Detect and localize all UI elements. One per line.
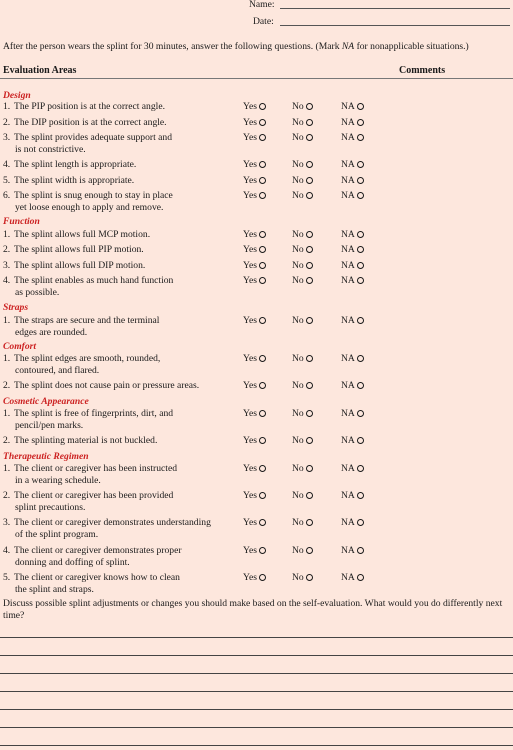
no-option[interactable] <box>292 101 313 112</box>
yes-option[interactable] <box>243 353 266 364</box>
no-option[interactable] <box>292 260 313 271</box>
na-option[interactable] <box>341 463 364 474</box>
yes-label: Yes <box>243 260 257 271</box>
radio-circle-icon[interactable] <box>259 262 266 269</box>
radio-circle-icon[interactable] <box>357 519 364 526</box>
na-option[interactable] <box>341 545 364 556</box>
yes-label: Yes <box>243 275 257 286</box>
na-option[interactable] <box>341 244 364 255</box>
instructions: After the person wears the splint for 30 minutes, answer the following questions. (Mark NA for nonapplicable situations.) <box>3 41 469 52</box>
radio-circle-icon[interactable] <box>357 547 364 554</box>
item-text: The straps are secure and the terminal <box>14 315 160 326</box>
na-option[interactable] <box>341 175 364 186</box>
item-number: 1. <box>3 229 11 240</box>
na-label: NA <box>341 132 355 143</box>
na-label: NA <box>341 572 355 583</box>
no-label: No <box>292 353 304 364</box>
yes-label: Yes <box>243 159 257 170</box>
yes-option[interactable] <box>243 101 266 112</box>
evaluation-item <box>3 260 239 272</box>
no-option[interactable] <box>292 175 313 186</box>
item-text: The splint allows full PIP motion. <box>14 244 144 255</box>
yes-label: Yes <box>243 380 257 391</box>
yes-label: Yes <box>243 315 257 326</box>
item-text: yet loose enough to apply and remove. <box>15 201 164 213</box>
section-title: Straps <box>3 302 29 313</box>
no-option[interactable] <box>292 229 313 240</box>
evaluation-item <box>3 315 239 338</box>
radio-circle-icon[interactable] <box>259 437 266 444</box>
no-label: No <box>292 463 304 474</box>
name-label: Name: <box>249 0 275 10</box>
evaluation-item <box>3 101 239 113</box>
item-text: The client or caregiver knows how to clean <box>14 572 180 583</box>
na-option[interactable] <box>341 159 364 170</box>
yes-label: Yes <box>243 101 257 112</box>
radio-circle-icon[interactable] <box>306 277 313 284</box>
no-option[interactable] <box>292 408 313 419</box>
na-label: NA <box>341 260 355 271</box>
yes-label: Yes <box>243 190 257 201</box>
section-title: Cosmetic Appearance <box>3 396 89 407</box>
na-option[interactable] <box>341 117 364 128</box>
evaluation-item <box>3 229 239 241</box>
item-text: The splinting material is not buckled. <box>14 435 158 446</box>
name-row <box>0 0 513 12</box>
na-option[interactable] <box>341 190 364 201</box>
no-option[interactable] <box>292 517 313 528</box>
no-option[interactable] <box>292 463 313 474</box>
item-text: The splint edges are smooth, rounded, <box>14 353 161 364</box>
radio-circle-icon[interactable] <box>259 519 266 526</box>
evaluation-item <box>3 175 239 187</box>
item-text: The splint allows full MCP motion. <box>14 229 151 240</box>
writing-line[interactable] <box>0 691 513 692</box>
yes-option[interactable] <box>243 229 266 240</box>
radio-circle-icon[interactable] <box>259 574 266 581</box>
radio-circle-icon[interactable] <box>306 574 313 581</box>
na-label: NA <box>341 190 355 201</box>
na-option[interactable] <box>341 490 364 501</box>
section-title: Function <box>3 216 40 227</box>
no-label: No <box>292 517 304 528</box>
evaluation-areas-heading: Evaluation Areas <box>3 65 77 76</box>
radio-circle-icon[interactable] <box>306 410 313 417</box>
item-text: The PIP position is at the correct angle. <box>14 101 165 112</box>
writing-line[interactable] <box>0 655 513 656</box>
section-title: Design <box>3 90 31 101</box>
item-number: 2. <box>3 380 11 391</box>
radio-circle-icon[interactable] <box>306 231 313 238</box>
radio-circle-icon[interactable] <box>306 382 313 389</box>
yes-option[interactable] <box>243 244 266 255</box>
na-option[interactable] <box>341 315 364 326</box>
item-text: pencil/pen marks. <box>15 419 84 431</box>
radio-circle-icon[interactable] <box>259 177 266 184</box>
radio-circle-icon[interactable] <box>259 246 266 253</box>
item-text: The splint length is appropriate. <box>14 159 137 170</box>
no-label: No <box>292 159 304 170</box>
na-label: NA <box>341 380 355 391</box>
no-label: No <box>292 190 304 201</box>
writing-line[interactable] <box>0 709 513 710</box>
radio-circle-icon[interactable] <box>259 317 266 324</box>
radio-circle-icon[interactable] <box>259 161 266 168</box>
item-number: 4. <box>3 545 11 556</box>
yes-option[interactable] <box>243 132 266 143</box>
no-label: No <box>292 101 304 112</box>
evaluation-item <box>3 132 239 155</box>
radio-circle-icon[interactable] <box>306 355 313 362</box>
item-text: in a wearing schedule. <box>15 474 101 486</box>
date-row <box>0 15 513 27</box>
radio-circle-icon[interactable] <box>259 192 266 199</box>
radio-circle-icon[interactable] <box>357 192 364 199</box>
yes-option[interactable] <box>243 517 266 528</box>
radio-circle-icon[interactable] <box>357 134 364 141</box>
radio-circle-icon[interactable] <box>357 177 364 184</box>
item-text: donning and doffing of splint. <box>15 556 130 568</box>
item-number: 5. <box>3 572 11 583</box>
na-label: NA <box>341 435 355 446</box>
no-label: No <box>292 244 304 255</box>
na-option[interactable] <box>341 408 364 419</box>
section-title: Comfort <box>3 341 37 352</box>
item-text: The splint is free of fingerprints, dirt, and <box>14 408 174 419</box>
radio-circle-icon[interactable] <box>357 317 364 324</box>
na-label: NA <box>341 353 355 364</box>
item-text: is not constrictive. <box>15 143 86 155</box>
yes-label: Yes <box>243 353 257 364</box>
radio-circle-icon[interactable] <box>259 382 266 389</box>
yes-option[interactable] <box>243 315 266 326</box>
evaluation-item <box>3 490 239 513</box>
radio-circle-icon[interactable] <box>306 492 313 499</box>
no-label: No <box>292 275 304 286</box>
radio-circle-icon[interactable] <box>306 119 313 126</box>
na-option[interactable] <box>341 517 364 528</box>
no-option[interactable] <box>292 132 313 143</box>
item-number: 1. <box>3 408 11 419</box>
radio-circle-icon[interactable] <box>259 134 266 141</box>
no-label: No <box>292 408 304 419</box>
heading-rule <box>0 78 513 79</box>
item-text: The splint allows full DIP motion. <box>14 260 146 271</box>
evaluation-item <box>3 244 239 256</box>
no-label: No <box>292 117 304 128</box>
radio-circle-icon[interactable] <box>259 119 266 126</box>
radio-circle-icon[interactable] <box>259 231 266 238</box>
no-label: No <box>292 435 304 446</box>
yes-label: Yes <box>243 244 257 255</box>
radio-circle-icon[interactable] <box>357 161 364 168</box>
na-option[interactable] <box>341 380 364 391</box>
item-text: The splint provides adequate support and <box>14 132 172 143</box>
na-option[interactable] <box>341 132 364 143</box>
yes-option[interactable] <box>243 463 266 474</box>
radio-circle-icon[interactable] <box>259 465 266 472</box>
no-option[interactable] <box>292 315 313 326</box>
yes-label: Yes <box>243 490 257 501</box>
yes-label: Yes <box>243 572 257 583</box>
na-label: NA <box>341 545 355 556</box>
no-option[interactable] <box>292 353 313 364</box>
radio-circle-icon[interactable] <box>357 103 364 110</box>
na-label: NA <box>341 408 355 419</box>
no-option[interactable] <box>292 190 313 201</box>
no-label: No <box>292 260 304 271</box>
yes-label: Yes <box>243 545 257 556</box>
item-text: The splint does not cause pain or pressure areas. <box>14 380 200 391</box>
radio-circle-icon[interactable] <box>306 262 313 269</box>
na-option[interactable] <box>341 275 364 286</box>
no-option[interactable] <box>292 572 313 583</box>
na-label: NA <box>341 244 355 255</box>
yes-option[interactable] <box>243 260 266 271</box>
item-number: 2. <box>3 435 11 446</box>
item-text: The client or caregiver demonstrates proper <box>14 545 182 556</box>
radio-circle-icon[interactable] <box>306 246 313 253</box>
name-field[interactable] <box>280 8 510 9</box>
yes-label: Yes <box>243 517 257 528</box>
item-text: contoured, and flared. <box>15 364 100 376</box>
radio-circle-icon[interactable] <box>306 177 313 184</box>
item-text: the splint and straps. <box>15 583 94 595</box>
yes-label: Yes <box>243 132 257 143</box>
no-label: No <box>292 572 304 583</box>
no-label: No <box>292 545 304 556</box>
na-label: NA <box>341 159 355 170</box>
na-label: NA <box>341 229 355 240</box>
radio-circle-icon[interactable] <box>357 410 364 417</box>
na-option[interactable] <box>341 572 364 583</box>
discussion-prompt: Discuss possible splint adjustments or changes you should make based on the self-evaluation. What would you do differently next time? <box>3 598 503 621</box>
radio-circle-icon[interactable] <box>259 410 266 417</box>
item-number: 3. <box>3 132 11 143</box>
writing-line[interactable] <box>0 727 513 728</box>
evaluation-item <box>3 463 239 486</box>
writing-line[interactable] <box>0 673 513 674</box>
na-option[interactable] <box>341 229 364 240</box>
no-option[interactable] <box>292 380 313 391</box>
item-number: 2. <box>3 117 11 128</box>
radio-circle-icon[interactable] <box>357 465 364 472</box>
item-number: 3. <box>3 517 11 528</box>
evaluation-item <box>3 545 239 568</box>
item-number: 5. <box>3 175 11 186</box>
item-number: 1. <box>3 101 11 112</box>
no-label: No <box>292 132 304 143</box>
item-number: 4. <box>3 275 11 286</box>
no-label: No <box>292 315 304 326</box>
radio-circle-icon[interactable] <box>357 262 364 269</box>
no-option[interactable] <box>292 435 313 446</box>
na-option[interactable] <box>341 353 364 364</box>
yes-label: Yes <box>243 435 257 446</box>
radio-circle-icon[interactable] <box>306 465 313 472</box>
evaluation-item <box>3 435 239 447</box>
radio-circle-icon[interactable] <box>306 192 313 199</box>
yes-option[interactable] <box>243 117 266 128</box>
na-label: NA <box>341 117 355 128</box>
date-field[interactable] <box>280 25 510 26</box>
evaluation-item <box>3 517 239 540</box>
na-label: NA <box>341 517 355 528</box>
radio-circle-icon[interactable] <box>357 574 364 581</box>
item-text: of the splint program. <box>15 528 99 540</box>
no-option[interactable] <box>292 275 313 286</box>
radio-circle-icon[interactable] <box>306 103 313 110</box>
no-label: No <box>292 229 304 240</box>
no-option[interactable] <box>292 117 313 128</box>
na-label: NA <box>341 275 355 286</box>
section-title: Therapeutic Regimen <box>3 451 89 462</box>
no-label: No <box>292 175 304 186</box>
item-number: 2. <box>3 490 11 501</box>
item-text: The client or caregiver has been provided <box>14 490 174 501</box>
radio-circle-icon[interactable] <box>259 277 266 284</box>
item-text: The client or caregiver has been instructed <box>14 463 178 474</box>
yes-label: Yes <box>243 408 257 419</box>
radio-circle-icon[interactable] <box>259 103 266 110</box>
na-option[interactable] <box>341 260 364 271</box>
item-number: 2. <box>3 244 11 255</box>
radio-circle-icon[interactable] <box>259 547 266 554</box>
radio-circle-icon[interactable] <box>306 437 313 444</box>
radio-circle-icon[interactable] <box>357 277 364 284</box>
yes-option[interactable] <box>243 545 266 556</box>
yes-option[interactable] <box>243 175 266 186</box>
yes-option[interactable] <box>243 159 266 170</box>
yes-label: Yes <box>243 117 257 128</box>
na-label: NA <box>341 490 355 501</box>
evaluation-item <box>3 380 239 392</box>
item-number: 1. <box>3 315 11 326</box>
writing-line[interactable] <box>0 637 513 638</box>
radio-circle-icon[interactable] <box>306 134 313 141</box>
radio-circle-icon[interactable] <box>259 492 266 499</box>
yes-option[interactable] <box>243 490 266 501</box>
na-label: NA <box>341 463 355 474</box>
item-text: The splint is snug enough to stay in place <box>14 190 173 201</box>
yes-option[interactable] <box>243 435 266 446</box>
date-label: Date: <box>253 16 274 27</box>
evaluation-item <box>3 275 239 298</box>
evaluation-item <box>3 159 239 171</box>
writing-line[interactable] <box>0 745 513 746</box>
item-number: 3. <box>3 260 11 271</box>
radio-circle-icon[interactable] <box>357 437 364 444</box>
item-text: as possible. <box>15 286 60 298</box>
no-option[interactable] <box>292 545 313 556</box>
item-number: 4. <box>3 159 11 170</box>
yes-label: Yes <box>243 463 257 474</box>
radio-circle-icon[interactable] <box>306 519 313 526</box>
na-label: NA <box>341 175 355 186</box>
yes-option[interactable] <box>243 190 266 201</box>
na-option[interactable] <box>341 435 364 446</box>
item-text: edges are rounded. <box>15 326 88 338</box>
evaluation-item <box>3 408 239 431</box>
radio-circle-icon[interactable] <box>259 355 266 362</box>
na-label: NA <box>341 101 355 112</box>
radio-circle-icon[interactable] <box>357 119 364 126</box>
evaluation-item <box>3 190 239 213</box>
yes-option[interactable] <box>243 408 266 419</box>
item-text: splint precautions. <box>15 501 86 513</box>
evaluation-item <box>3 572 239 595</box>
no-option[interactable] <box>292 159 313 170</box>
radio-circle-icon[interactable] <box>357 492 364 499</box>
no-label: No <box>292 380 304 391</box>
na-option[interactable] <box>341 101 364 112</box>
evaluation-item <box>3 117 239 129</box>
yes-option[interactable] <box>243 275 266 286</box>
yes-label: Yes <box>243 175 257 186</box>
item-number: 1. <box>3 353 11 364</box>
na-label: NA <box>341 315 355 326</box>
item-text: The DIP position is at the correct angle. <box>14 117 167 128</box>
no-label: No <box>292 490 304 501</box>
radio-circle-icon[interactable] <box>306 547 313 554</box>
comments-heading: Comments <box>399 65 446 76</box>
no-option[interactable] <box>292 490 313 501</box>
no-option[interactable] <box>292 244 313 255</box>
item-text: The splint width is appropriate. <box>14 175 135 186</box>
evaluation-item <box>3 353 239 376</box>
radio-circle-icon[interactable] <box>357 355 364 362</box>
yes-option[interactable] <box>243 572 266 583</box>
radio-circle-icon[interactable] <box>357 382 364 389</box>
item-number: 1. <box>3 463 11 474</box>
radio-circle-icon[interactable] <box>357 246 364 253</box>
yes-label: Yes <box>243 229 257 240</box>
item-number: 6. <box>3 190 11 201</box>
yes-option[interactable] <box>243 380 266 391</box>
radio-circle-icon[interactable] <box>306 161 313 168</box>
item-text: The splint enables as much hand function <box>14 275 174 286</box>
item-text: The client or caregiver demonstrates understanding <box>14 517 211 528</box>
radio-circle-icon[interactable] <box>306 317 313 324</box>
radio-circle-icon[interactable] <box>357 231 364 238</box>
